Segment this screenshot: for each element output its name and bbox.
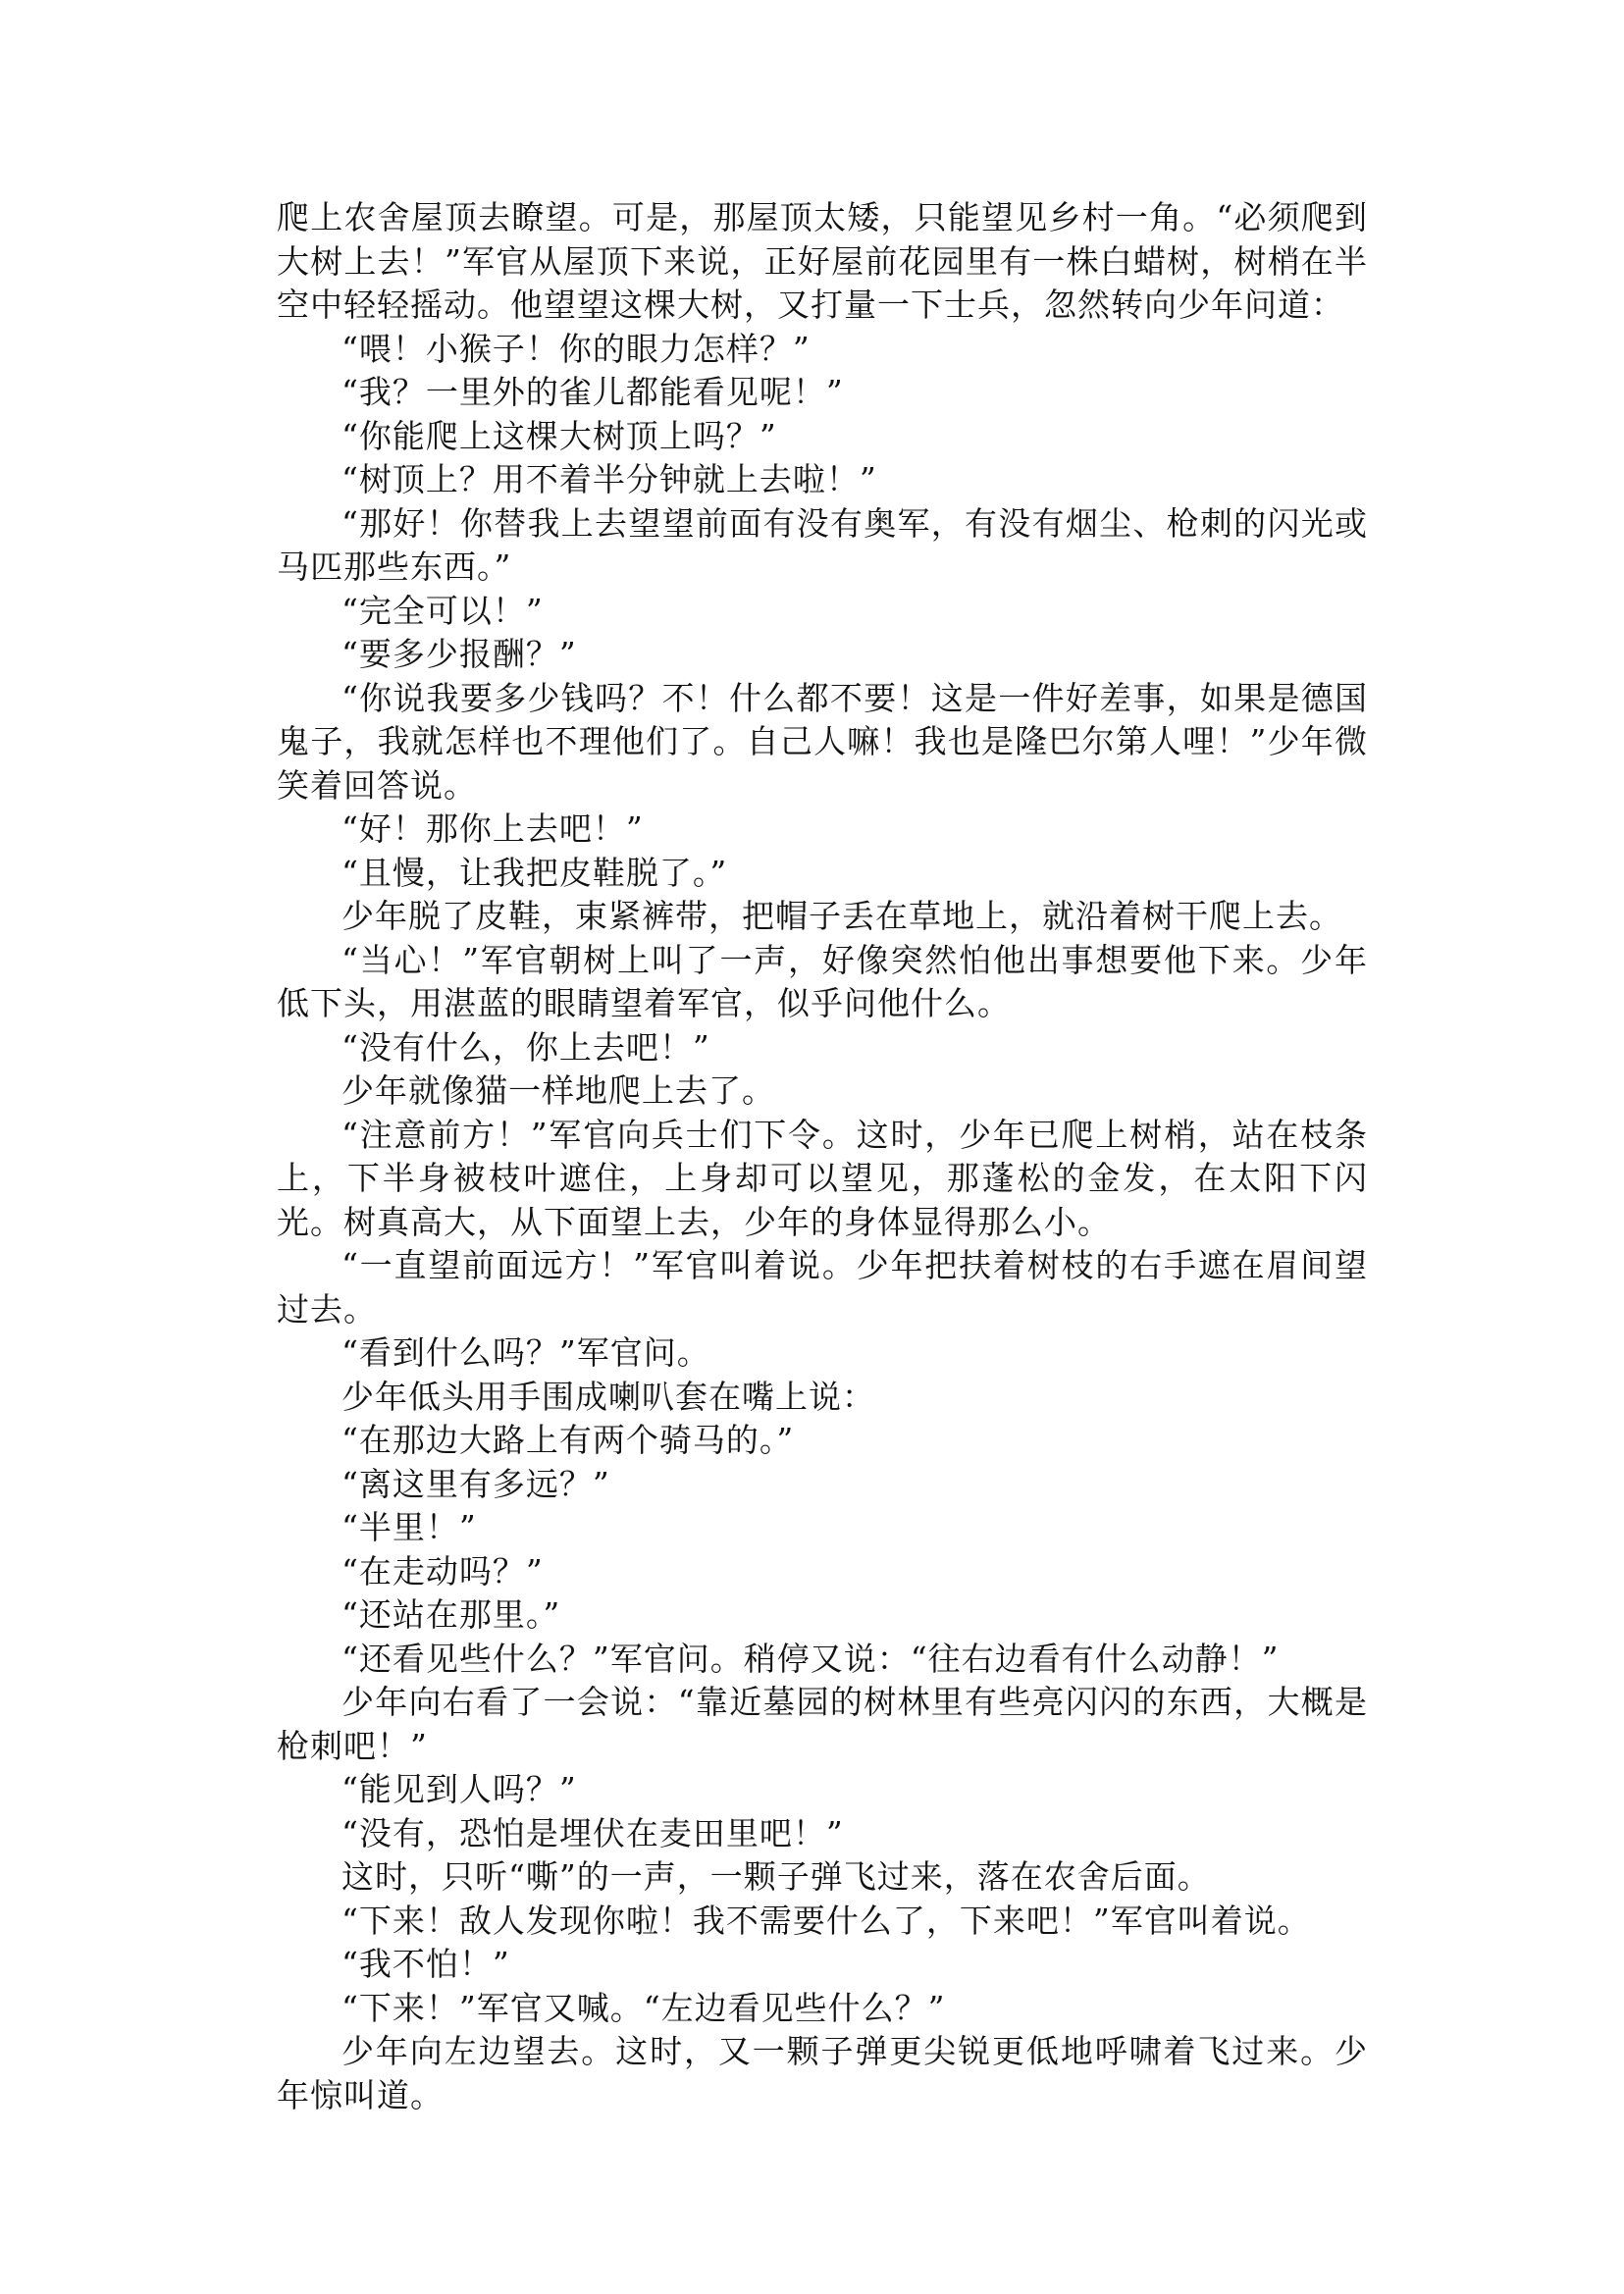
paragraph: “我不怕！” [341,1945,510,1983]
paragraph: “能见到人吗？” [341,1770,577,1808]
paragraph: “好！那你上去吧！” [341,809,644,848]
paragraph: “完全可以！” [341,591,544,630]
paragraph: “喂！小猴子！你的眼力怎样？” [341,329,811,368]
paragraph: “看到什么吗？”军官问。 [341,1333,710,1372]
paragraph: “没有，恐怕是埋伏在麦田里吧！” [341,1813,844,1852]
paragraph: “半里！” [341,1508,477,1546]
paragraph: “下来！敌人发现你啦！我不需要什么了，下来吧！”军官叫着说。 [341,1901,1311,1940]
paragraph: 爬上农舍屋顶去瞭望。可是，那屋顶太矮，只能望见乡村一角。“必须爬到大树上去！”军官从屋顶下来说，正好屋前花园里有一株白蜡树，树梢在半空中轻轻摇动。他望望这棵大树，又打量一下士兵，忽然转向少年问道： [277,198,1368,324]
paragraph: 少年向左边望去。这时，又一颗子弹更尖锐更低地呼啸着飞过来。少年惊叫道。 [277,2032,1368,2114]
paragraph: “注意前方！”军官向兵士们下令。这时，少年已爬上树梢，站在枝条上，下半身被枝叶遮住，上身却可以望见，那蓬松的金发，在太阳下闪光。树真高大，从下面望上去，少年的身体显得那么小。 [277,1115,1368,1241]
paragraph: “要多少报酬？” [341,635,577,673]
paragraph: “你说我要多少钱吗？不！什么都不要！这是一件好差事，如果是德国鬼子，我就怎样也不理他们了。自己人嘛！我也是隆巴尔第人哩！”少年微笑着回答说。 [277,678,1368,805]
paragraph: “当心！”军官朝树上叫了一声，好像突然怕他出事想要他下来。少年低下头，用湛蓝的眼睛望着军官，似乎问他什么。 [277,940,1368,1022]
paragraph: 这时，只听“嘶”的一声，一颗子弹飞过来，落在农舍后面。 [341,1857,1211,1896]
paragraph: “树顶上？用不着半分钟就上去啦！” [341,460,877,498]
paragraph: 少年脱了皮鞋，束紧裤带，把帽子丢在草地上，就沿着树干爬上去。 [341,897,1342,935]
paragraph: “没有什么，你上去吧！” [341,1027,710,1067]
paragraph: “在走动吗？” [341,1551,544,1590]
paragraph: “一直望前面远方！”军官叫着说。少年把扶着树枝的右手遮在眉间望过去。 [277,1246,1368,1329]
paragraph: “离这里有多远？” [341,1464,610,1503]
paragraph: “下来！”军官又喊。“左边看见些什么？” [341,1988,946,2027]
paragraph: 少年向右看了一会说：“靠近墓园的树林里有些亮闪闪的东西，大概是枪刺吧！” [277,1683,1368,1765]
paragraph: “且慢，让我把皮鞋脱了。” [341,853,728,892]
paragraph: “在那边大路上有两个骑马的。” [341,1421,795,1459]
document-body [277,196,1368,2117]
paragraph: “还看见些什么？”军官问。稍停又说：“往右边看有什么动静！” [341,1639,1280,1678]
paragraph: 少年就像猫一样地爬上去了。 [341,1071,775,1110]
paragraph: “那好！你替我上去望望前面有没有奥军，有没有烟尘、枪刺的闪光或马匹那些东西。” [277,503,1368,586]
paragraph: “我？一里外的雀儿都能看见呢！” [341,373,844,411]
paragraph: 少年低头用手围成喇叭套在嘴上说： [341,1377,875,1416]
paragraph: “你能爬上这棵大树顶上吗？” [341,416,777,455]
paragraph: “还站在那里。” [341,1595,561,1634]
